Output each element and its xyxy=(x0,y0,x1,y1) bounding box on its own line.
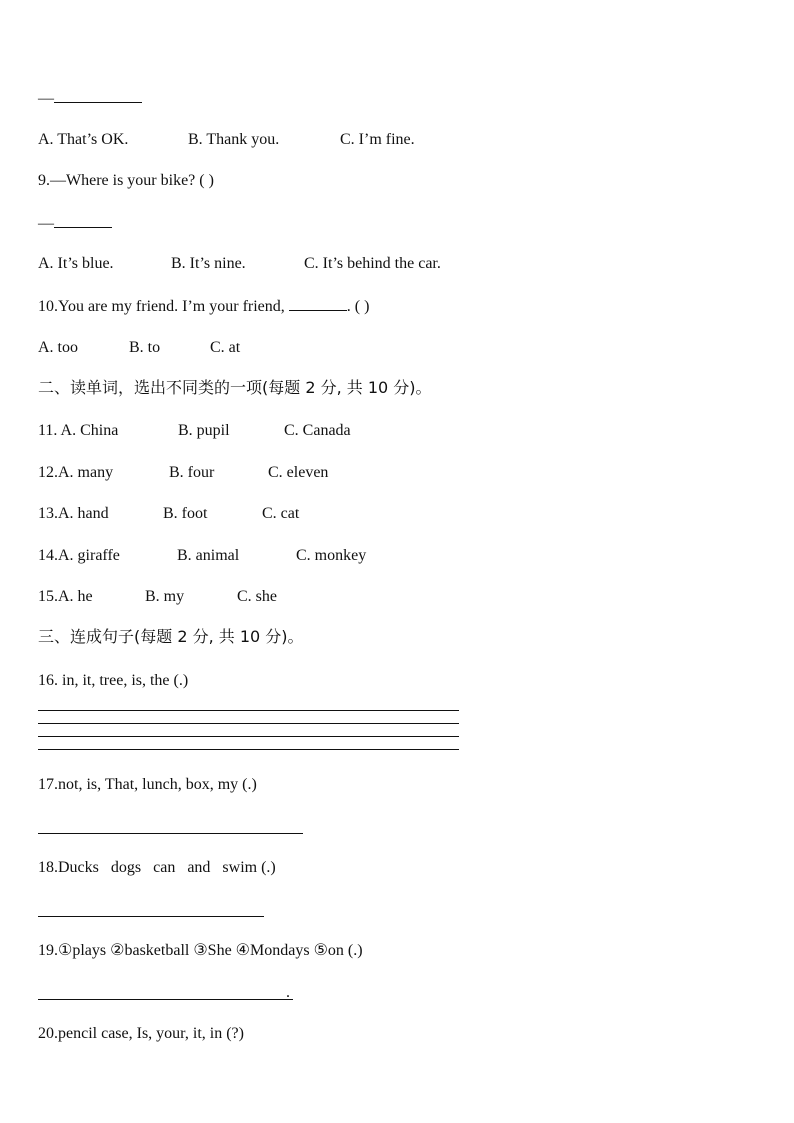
q9-option-c[interactable]: C. It’s behind the car. xyxy=(304,255,441,272)
q13-option-b[interactable]: B. foot xyxy=(163,505,208,522)
q14-option-c[interactable]: C. monkey xyxy=(296,547,367,564)
q13-row xyxy=(38,504,299,524)
q9-answer-line xyxy=(38,213,112,234)
q12-option-b[interactable]: B. four xyxy=(169,464,215,481)
q16-answer-line-3[interactable] xyxy=(38,736,459,737)
q10-question-paren: . ( ) xyxy=(346,298,370,315)
q12-option-c[interactable]: C. eleven xyxy=(268,464,329,481)
q10-question xyxy=(38,296,369,317)
q8-answer-line xyxy=(38,88,142,109)
q8-answer-blank[interactable] xyxy=(54,88,142,103)
q16-answer-line-1[interactable] xyxy=(38,710,459,711)
q17-answer-line[interactable] xyxy=(38,833,303,834)
q15-option-c[interactable]: C. she xyxy=(237,588,277,605)
q16-answer-line-2[interactable] xyxy=(38,723,459,724)
q10-answer-blank[interactable] xyxy=(289,296,347,311)
q12-row xyxy=(38,463,328,483)
q13-option-a[interactable]: 13.A. hand xyxy=(38,505,109,522)
q9-option-b[interactable]: B. It’s nine. xyxy=(171,255,246,272)
q20-prompt: 20.pencil case, Is, your, it, in (?) xyxy=(38,1025,244,1042)
q15-option-a[interactable]: 15.A. he xyxy=(38,588,93,605)
q10-option-a[interactable]: A. too xyxy=(38,339,78,356)
section3-heading: 三、连成句子(每题 2 分, 共 10 分)。 xyxy=(38,627,304,646)
q19-prompt: 19.①plays ②basketball ③She ④Mondays ⑤on (.) xyxy=(38,942,363,959)
q11-option-c[interactable]: C. Canada xyxy=(284,422,351,439)
section2-heading: 二、读单词，选出不同类的一项(每题 2 分, 共 10 分)。 xyxy=(38,378,432,397)
q9-dash: — xyxy=(38,215,54,232)
q18-answer-line[interactable] xyxy=(38,916,264,917)
q14-option-a[interactable]: 14.A. giraffe xyxy=(38,547,120,564)
q18-prompt: 18.Ducks dogs can and swim (.) xyxy=(38,859,276,876)
q9-question: 9.—Where is your bike? ( ) xyxy=(38,172,214,189)
q8-dash: — xyxy=(38,90,54,107)
q12-option-a[interactable]: 12.A. many xyxy=(38,464,114,481)
q14-row xyxy=(38,546,366,566)
q13-option-c[interactable]: C. cat xyxy=(262,505,300,522)
q11-option-a[interactable]: 11. A. China xyxy=(38,422,119,439)
q10-option-c[interactable]: C. at xyxy=(210,339,241,356)
q8-option-a[interactable]: A. That’s OK. xyxy=(38,131,129,148)
q10-options xyxy=(38,338,240,358)
q11-option-b[interactable]: B. pupil xyxy=(178,422,230,439)
q19-answer-line[interactable] xyxy=(38,999,293,1000)
q15-option-b[interactable]: B. my xyxy=(145,588,185,605)
q17-prompt: 17.not, is, That, lunch, box, my (.) xyxy=(38,776,257,793)
q8-option-c[interactable]: C. I’m fine. xyxy=(340,131,415,148)
q8-options xyxy=(38,130,415,150)
q14-option-b[interactable]: B. animal xyxy=(177,547,240,564)
q15-row xyxy=(38,587,277,607)
q10-question-text: 10.You are my friend. I’m your friend, xyxy=(38,298,285,315)
q10-option-b[interactable]: B. to xyxy=(129,339,161,356)
q9-options xyxy=(38,254,441,274)
q11-row xyxy=(38,421,351,441)
q16-answer-line-4[interactable] xyxy=(38,749,459,750)
q9-answer-blank[interactable] xyxy=(54,213,112,228)
q19-answer-period: . xyxy=(286,984,290,1001)
q16-prompt: 16. in, it, tree, is, the (.) xyxy=(38,672,189,689)
q8-option-b[interactable]: B. Thank you. xyxy=(188,131,280,148)
q9-option-a[interactable]: A. It’s blue. xyxy=(38,255,114,272)
